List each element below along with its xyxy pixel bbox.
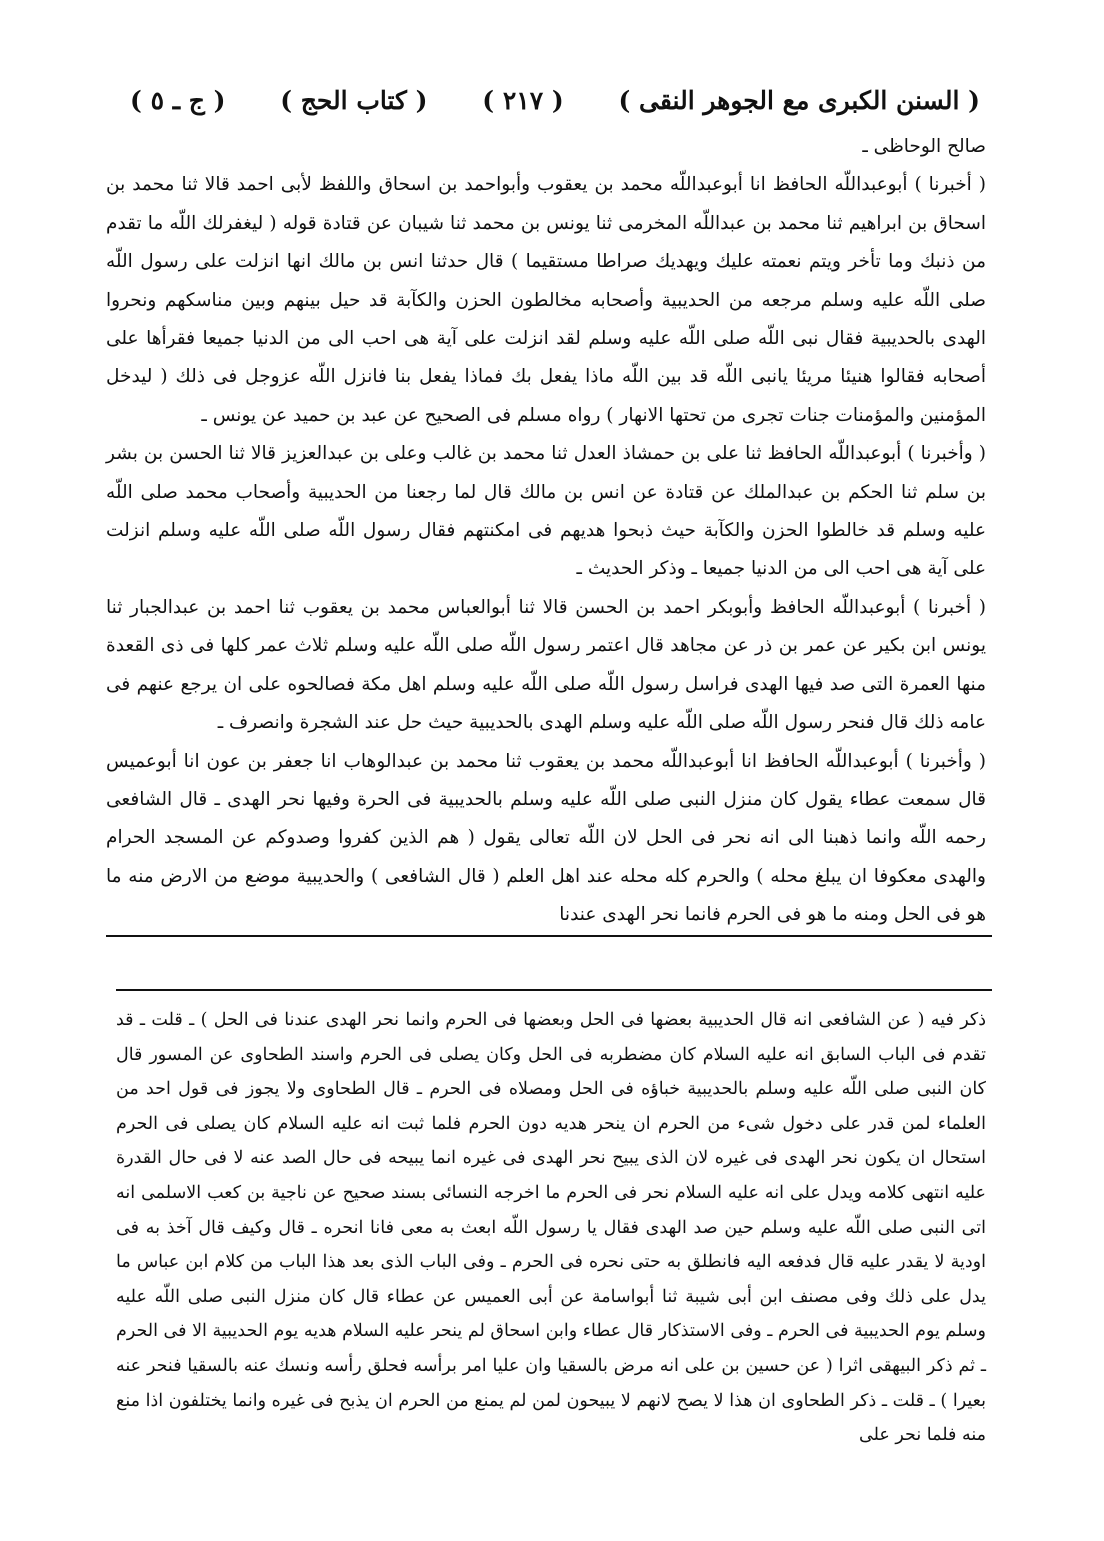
volume-number: ( ج ـ ٥ ) bbox=[130, 85, 226, 115]
paragraph: صالح الوحاظى ـ bbox=[862, 136, 986, 157]
main-text-divider bbox=[106, 935, 992, 937]
footnote-divider bbox=[116, 989, 992, 991]
footnote-commentary bbox=[116, 1003, 986, 1453]
main-text bbox=[106, 128, 986, 935]
paragraph: ( أخبرنا ) أبوعبداللّه الحافظ انا أبوعبداللّه محمد بن يعقوب وأبواحمد بن اسحاق واللفظ لأبى احمد قالا ثنا محمد بن اسحاق بن ابراهيم ثنا محمد بن عبداللّه المخرمى ثنا يونس بن محمد ثنا شيبان عن قتادة قوله ( ليغفرلك اللّه ما تقدم من ذنبك وما تأخر ويتم نعمته عليك ويهديك صراطا مستقيما ) قال حدثنا انس بن مالك انها انزلت على رسول اللّه صلى اللّه عليه وسلم مرجعه من الحديبية وأصحابه مخالطون الحزن والكآبة قد حيل بينهم وبين مناسكهم ونحروا الهدى بالحديبية فقال نبى اللّه صلى اللّه عليه وسلم لقد انزلت على آية هى احب الى من الدنيا جميعا فقرأها على أصحابه فقالوا هنيئا مريئا يانبى اللّه قد بين اللّه ماذا يفعل بك فماذا يفعل بنا فانزل اللّه عزوجل فى ذلك ( ليدخل المؤمنين والمؤمنات جنات تجرى من تحتها الانهار ) رواه مسلم فى الصحيح عن عبد بن حميد عن يونس ـ bbox=[106, 174, 986, 426]
footnote-paragraph: ذكر فيه ( عن الشافعى انه قال الحديبية بعضها فى الحل وبعضها فى الحرم وانما نحر الهدى عندنا فى الحل ) ـ قلت ـ قد تقدم فى الباب السابق انه عليه السلام كان مضطربه فى الحل وكان يصلى فى الحرم واسند الطحاوى عن المسور قال كان النبى صلى اللّه عليه وسلم بالحديبية خباؤه فى الحل ومصلاه فى الحرم ـ قال الطحاوى ولا يجوز فى قول احد من العلماء لمن قدر على دخول شىء من الحرم ان ينحر هديه دون الحرم فلما ثبت انه عليه السلام كان يصلى فى الحرم استحال ان يكون نحر الهدى فى غيره لان الذى يبيح نحر الهدى فى غيره انما يبيحه فى حال الصد عنه لا فى حال القدرة عليه انتهى كلامه ويدل على انه عليه السلام نحر فى الحرم ما اخرجه النسائى بسند صحيح عن ناجية بن كعب الاسلمى انه اتى النبى صلى اللّه عليه وسلم حين صد الهدى فقال يا رسول اللّه ابعث به معى فانا انحره ـ قال وكيف قال آخذ به فى اودية لا يقدر عليه قال فدفعه اليه فانطلق به حتى نحره فى الحرم ـ وفى الباب الذى بعد هذا الباب من كلام ابن عباس ما يدل على ذلك وفى مصنف ابن أبى شيبة ثنا أبواسامة عن أبى العميس عن عطاء قال كان منزل النبى صلى اللّه عليه وسلم يوم الحديبية فى الحرم ـ وفى الاستذكار قال عطاء وابن اسحاق لم ينحر عليه السلام هديه يوم الحديبية الا فى الحرم ـ ثم ذكر البيهقى اثرا ( عن حسين بن على انه مرض بالسقيا وان عليا امر برأسه فحلق رأسه ونسك عنه بالسقيا فنحر عنه بعيرا ) ـ قلت ـ ذكر الطحاوى ان هذا لا يصح لانهم لا يبيحون لمن لم يمنع من الحرم ان يذبح فى غيره وانما يختلفون اذا منع منه فلما نحر على bbox=[116, 1010, 986, 1446]
page-number: ( ٢١٧ ) bbox=[482, 85, 564, 115]
chapter-title: ( كتاب الحج ) bbox=[280, 85, 428, 115]
paragraph: ( وأخبرنا ) أبوعبداللّه الحافظ انا أبوعبداللّه محمد بن يعقوب ثنا محمد بن عبدالوهاب انا جعفر بن عون انا أبوعميس قال سمعت عطاء يقول كان منزل النبى صلى اللّه عليه وسلم بالحديبية فى الحرة وفيها نحر الهدى ـ قال الشافعى رحمه اللّه وانما ذهبنا الى انه نحر فى الحل لان اللّه تعالى يقول ( هم الذين كفروا وصدوكم عن المسجد الحرام والهدى معكوفا ان يبلغ محله ) والحرم كله محله عند اهل العلم ( قال الشافعى ) والحديبية موضع من الارض منه ما هو فى الحل ومنه ما هو فى الحرم فانما نحر الهدى عندنا bbox=[106, 750, 986, 926]
book-title: ( السنن الكبرى مع الجوهر النقى ) bbox=[618, 85, 980, 115]
running-header bbox=[130, 78, 980, 122]
paragraph: ( أخبرنا ) أبوعبداللّه الحافظ وأبوبكر احمد بن الحسن قالا ثنا أبوالعباس محمد بن يعقوب ثنا احمد بن عبدالجبار ثنا يونس ابن بكير عن عمر بن ذر عن مجاهد قال اعتمر رسول اللّه صلى اللّه عليه وسلم ثلاث عمر كلها فى ذى القعدة منها العمرة التى صد فيها الهدى فراسل رسول اللّه صلى اللّه عليه وسلم اهل مكة فصالحوه على ان يرجع عنهم فى عامه ذلك قال فنحر رسول اللّه صلى اللّه عليه وسلم الهدى بالحديبية حيث حل عند الشجرة وانصرف ـ bbox=[106, 596, 986, 734]
paragraph: ( وأخبرنا ) أبوعبداللّه الحافظ ثنا على بن حمشاذ العدل ثنا محمد بن غالب وعلى بن عبدالعزيز قالا ثنا الحسن بن بشر بن سلم ثنا الحكم بن عبدالملك عن قتادة عن انس بن مالك قال لما رجعنا من الحديبية وأصحاب محمد صلى اللّه عليه وسلم قد خالطوا الحزن والكآبة حيث ذبحوا هديهم فى امكنتهم فقال رسول اللّه صلى اللّه عليه وسلم انزلت على آية هى احب الى من الدنيا جميعا ـ وذكر الحديث ـ bbox=[106, 443, 986, 580]
